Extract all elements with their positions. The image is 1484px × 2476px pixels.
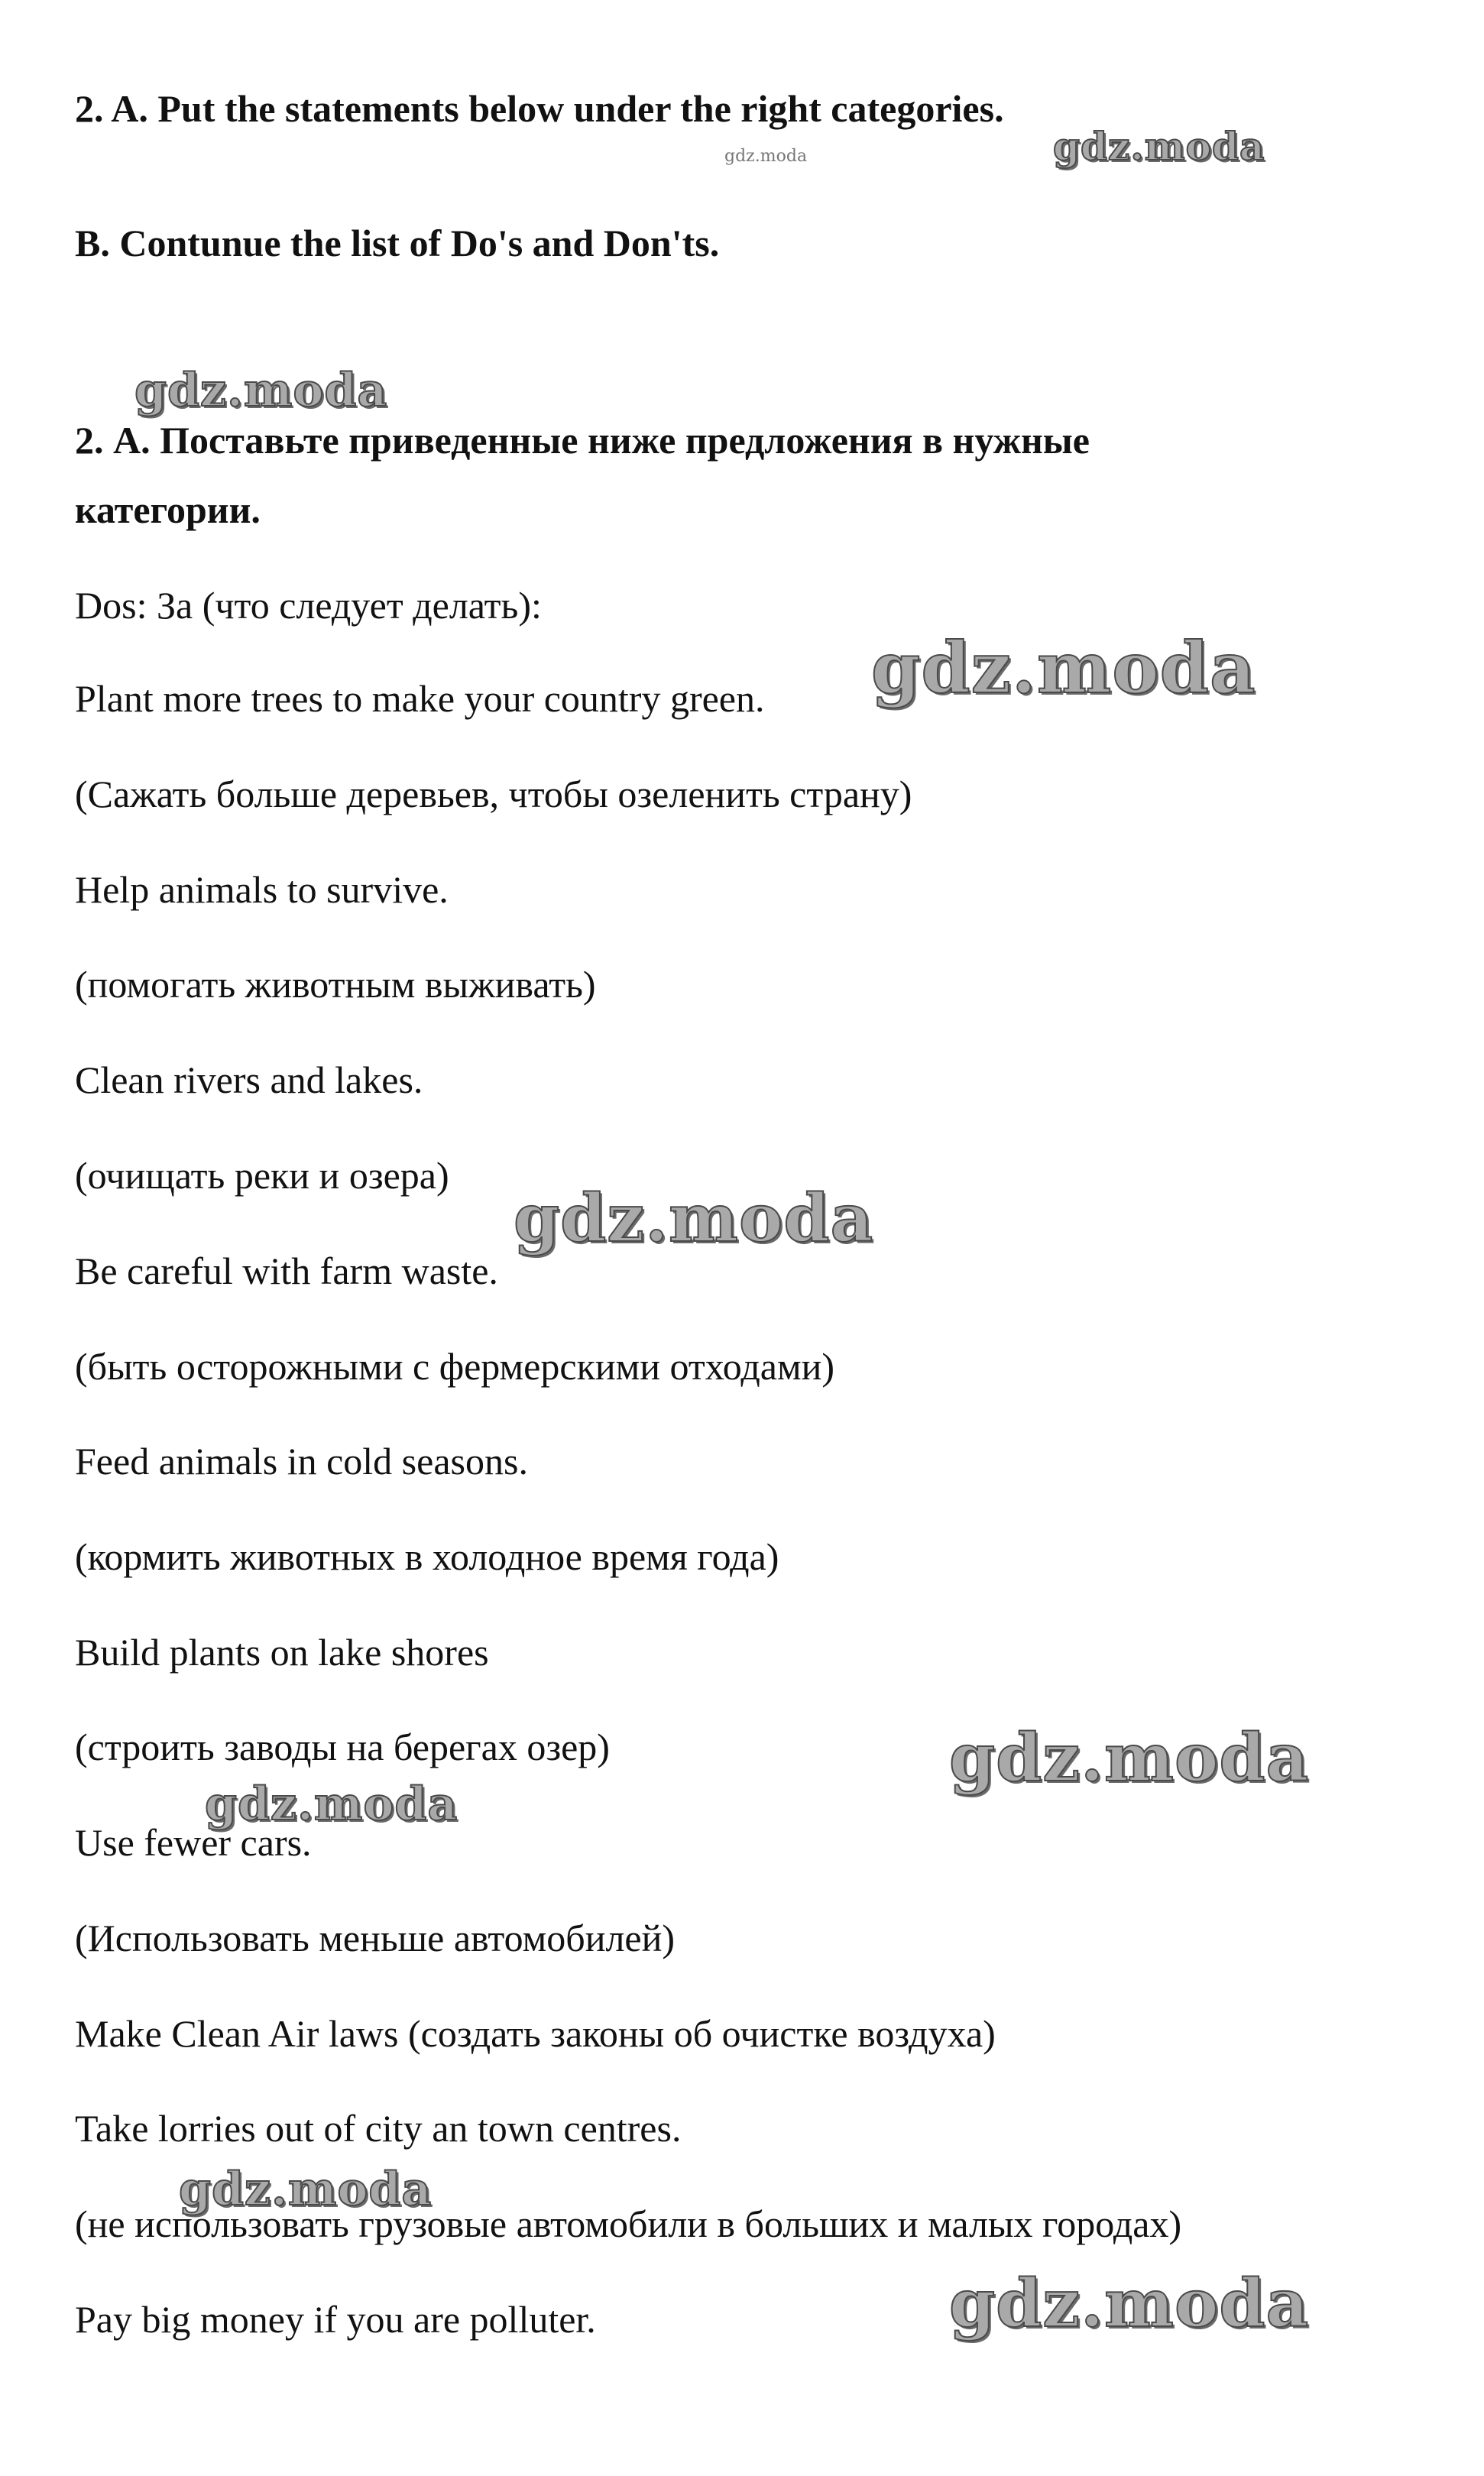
list-item: Make Clean Air laws (создать законы об очистке воздуха) <box>75 2012 996 2055</box>
task-heading-b: B. Contunue the list of Do's and Don'ts. <box>75 222 720 264</box>
list-item: (Использовать меньше автомобилей) <box>75 1917 676 1959</box>
watermark: gdz.moda <box>1053 124 1265 169</box>
list-item: Feed animals in cold seasons. <box>75 1440 528 1483</box>
list-item: Be careful with farm waste. <box>75 1249 498 1292</box>
watermark: gdz.moda <box>179 2163 433 2216</box>
list-item: (помогать животным выживать) <box>75 963 596 1006</box>
list-item: (не использовать грузовые автомобили в больших и малых городах) <box>75 2202 1182 2245</box>
list-item: (очищать реки и озера) <box>75 1154 449 1197</box>
list-item: (строить заводы на берегах озер) <box>75 1726 610 1768</box>
list-item: Build plants on lake shores <box>75 1631 489 1674</box>
list-item: Use fewer cars. <box>75 1821 312 1864</box>
list-item: (кормить животных в холодное время года) <box>75 1535 779 1578</box>
watermark: gdz.moda <box>205 1778 458 1831</box>
task-heading-a: 2. A. Put the statements below under the right categories. <box>75 87 1004 130</box>
dos-label: Dos: За (что следует делать): <box>75 584 542 627</box>
list-item: Help animals to survive. <box>75 868 449 911</box>
watermark: gdz.moda <box>514 1180 874 1257</box>
list-item: Plant more trees to make your country green. <box>75 677 765 720</box>
watermark: gdz.moda <box>134 364 388 417</box>
list-item: Clean rivers and lakes. <box>75 1058 423 1101</box>
translation-heading-line1: 2. А. Поставьте приведенные ниже предложения в нужные <box>75 419 1090 462</box>
watermark-tiny: gdz.moda <box>724 147 808 166</box>
list-item: Take lorries out of city an town centres. <box>75 2107 682 2150</box>
list-item: (быть осторожными с фермерскими отходами) <box>75 1345 835 1388</box>
list-item: (Сажать больше деревьев, чтобы озеленить страну) <box>75 773 912 815</box>
watermark: gdz.moda <box>949 1719 1310 1797</box>
watermark: gdz.moda <box>871 627 1256 709</box>
list-item: Pay big money if you are polluter. <box>75 2298 596 2341</box>
translation-heading-line2: категории. <box>75 488 261 531</box>
watermark: gdz.moda <box>949 2265 1310 2342</box>
